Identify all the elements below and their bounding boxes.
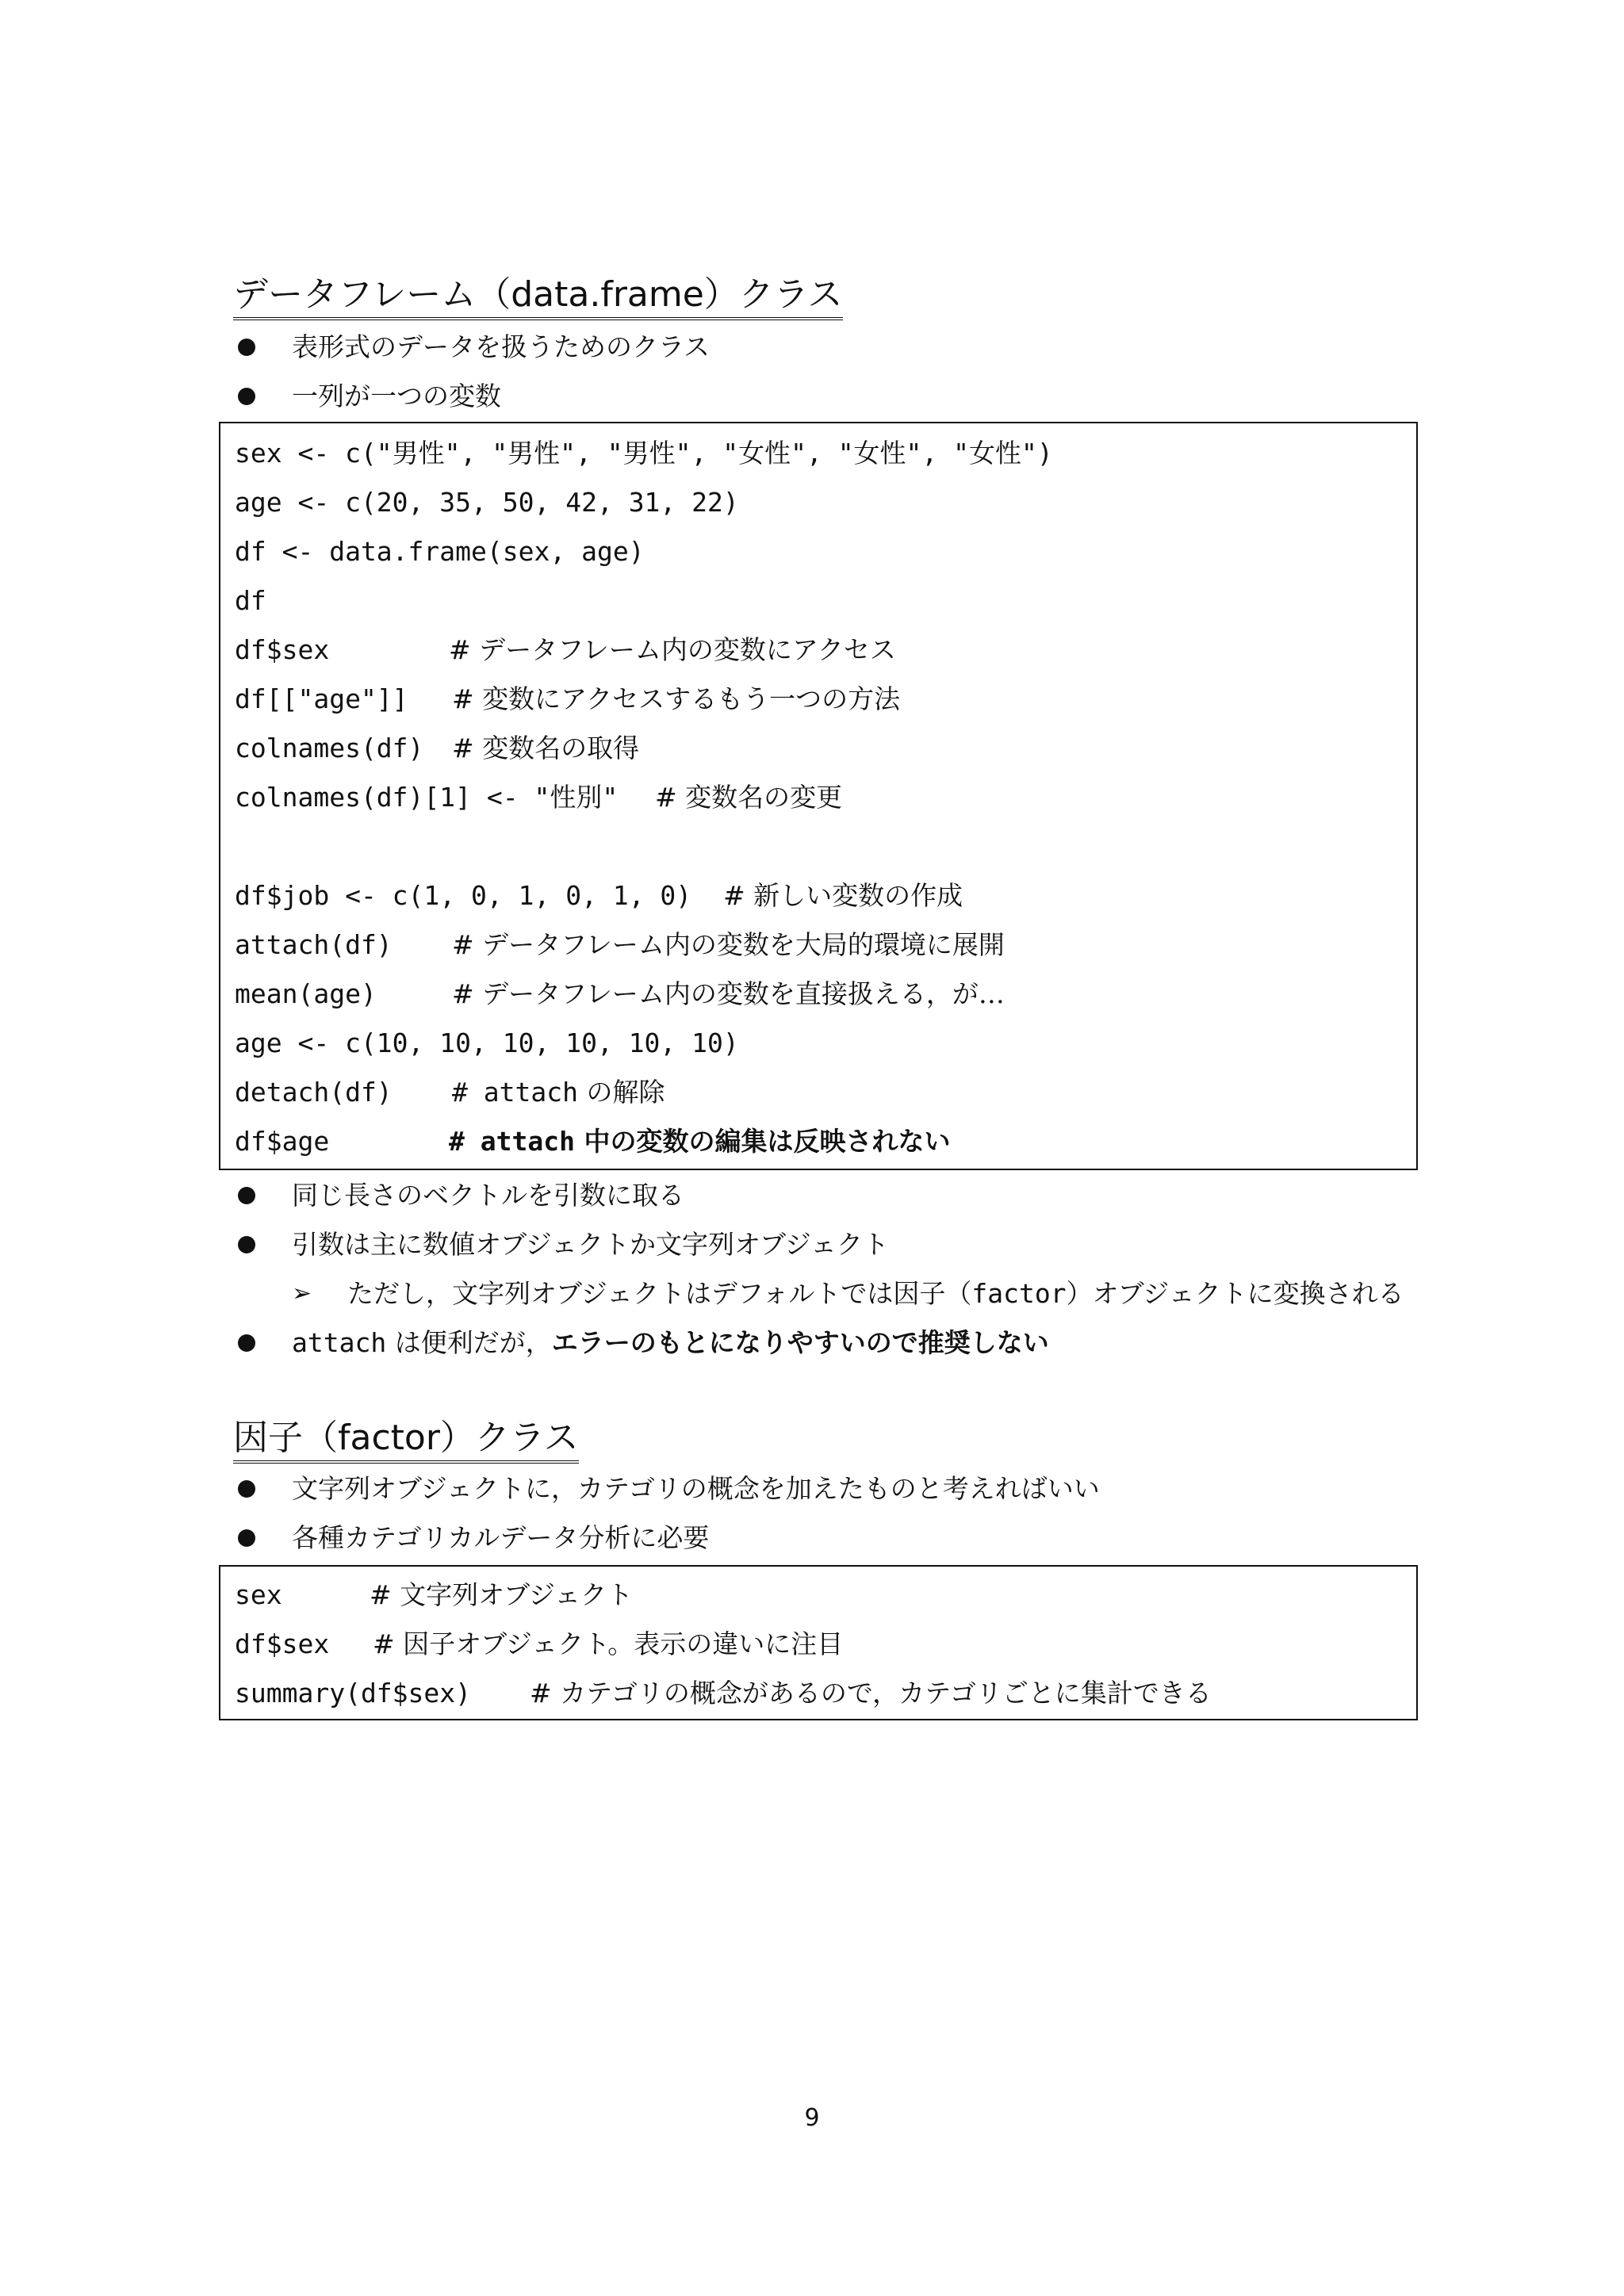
code-text: mean(age) [235, 978, 377, 1009]
code-line [235, 584, 266, 618]
code-comment: # カテゴリの概念があるので，カテゴリごとに集計できる [530, 1678, 1212, 1709]
bullet-dot-icon [238, 1236, 255, 1253]
code-text: colnames(df)[1] <- "性別" [235, 782, 619, 813]
code-line [235, 1578, 634, 1613]
bullet-text: 引数は主に数値オブジェクトか文字列オブジェクト [292, 1229, 890, 1260]
comment-prefix: # [452, 1077, 484, 1108]
code-comment [449, 1124, 950, 1159]
code-text: df$job <- c(1, 0, 1, 0, 1, 0) [235, 880, 692, 911]
bullet-dot-icon [238, 388, 255, 405]
section-heading-data-frame: データフレーム（data.frame）クラス [233, 273, 843, 320]
code-line [235, 928, 1005, 962]
bullet-dot-icon [238, 1529, 255, 1547]
bullet-text-pre: は便利だが， [394, 1327, 552, 1358]
code-line [235, 1075, 665, 1110]
comment-code-word: attach [480, 1126, 575, 1157]
bullet-text: 各種カテゴリカルデータ分析に必要 [292, 1522, 710, 1553]
code-text: df[["age"]] [235, 683, 408, 714]
code-comment: # データフレーム内の変数を大局的環境に展開 [452, 929, 1005, 960]
bullet-dot-icon [238, 1187, 255, 1204]
code-comment: # 新しい変数の作成 [723, 880, 963, 911]
code-comment: # 変数にアクセスするもう一つの方法 [452, 683, 901, 714]
code-text: df [235, 585, 266, 616]
code-comment [452, 1075, 665, 1110]
arrow-bullet-icon: ➢ [292, 1280, 312, 1307]
code-text: age <- c(20, 35, 50, 42, 31, 22) [235, 487, 739, 518]
bullet-text-bold: エラーのもとになりやすいので推奨しない [551, 1327, 1049, 1358]
sub-bullet-text-post: ）オブジェクトに変換される [1066, 1278, 1404, 1309]
code-comment: # データフレーム内の変数を直接扱える，が… [452, 978, 1005, 1009]
code-text: attach(df) [235, 929, 393, 960]
code-line [235, 1026, 739, 1061]
bullet-dot-icon [238, 339, 255, 356]
bullet-dot-icon [238, 1480, 255, 1498]
comment-text: の解除 [586, 1077, 665, 1108]
code-line [235, 436, 1053, 471]
code-comment: # データフレーム内の変数にアクセス [449, 634, 896, 665]
code-line [235, 878, 963, 913]
comment-code-word: attach [483, 1077, 578, 1108]
section-heading-factor: 因子（factor）クラス [233, 1416, 579, 1464]
code-line [235, 485, 739, 520]
comment-prefix: # [449, 1126, 481, 1157]
page-number: 9 [804, 2104, 820, 2132]
comment-text: 中の変数の編集は反映されない [584, 1126, 951, 1157]
code-line [235, 1627, 844, 1662]
code-block-factor [219, 1565, 1418, 1720]
code-text: df$sex [235, 1628, 330, 1659]
code-line [235, 633, 896, 668]
code-text: df$sex [235, 634, 330, 665]
code-text: summary(df$sex) [235, 1678, 472, 1709]
code-text: sex <- c("男性", "男性", "男性", "女性", "女性", "女性") [235, 438, 1053, 469]
sub-bullet-text-pre: ただし，文字列オブジェクトはデフォルトでは因子（ [347, 1278, 972, 1309]
code-line [235, 534, 645, 569]
code-line [235, 780, 843, 815]
code-line [235, 1124, 951, 1159]
bullet-text: 文字列オブジェクトに，カテゴリの概念を加えたものと考えればいい [292, 1473, 1100, 1504]
sub-bullet-code-word: factor [971, 1278, 1067, 1309]
code-line [235, 977, 1005, 1012]
code-text: detach(df) [235, 1077, 393, 1108]
code-text: df <- data.frame(sex, age) [235, 536, 645, 567]
code-block-data-frame [219, 422, 1418, 1170]
code-text: colnames(df) [235, 733, 424, 763]
code-line [235, 1676, 1212, 1711]
code-comment: # 変数名の変更 [655, 782, 843, 813]
code-text: df$age [235, 1126, 330, 1157]
code-comment: # 文字列オブジェクト [370, 1579, 634, 1610]
code-line [235, 682, 901, 717]
code-line [235, 731, 640, 766]
bullet-text: 表形式のデータを扱うためのクラス [292, 331, 710, 362]
code-comment: # 変数名の取得 [452, 733, 640, 763]
bullet-dot-icon [238, 1334, 255, 1352]
code-text: sex [235, 1579, 282, 1610]
code-comment: # 因子オブジェクト。表示の違いに注目 [373, 1628, 844, 1659]
bullet-text [292, 1326, 1049, 1360]
bullet-text: 同じ長さのベクトルを引数に取る [292, 1180, 684, 1211]
bullet-text: 一列が一つの変数 [292, 381, 501, 411]
code-text: age <- c(10, 10, 10, 10, 10, 10) [235, 1027, 739, 1058]
bullet-code-word: attach [292, 1327, 387, 1358]
sub-bullet-text [347, 1276, 1404, 1311]
